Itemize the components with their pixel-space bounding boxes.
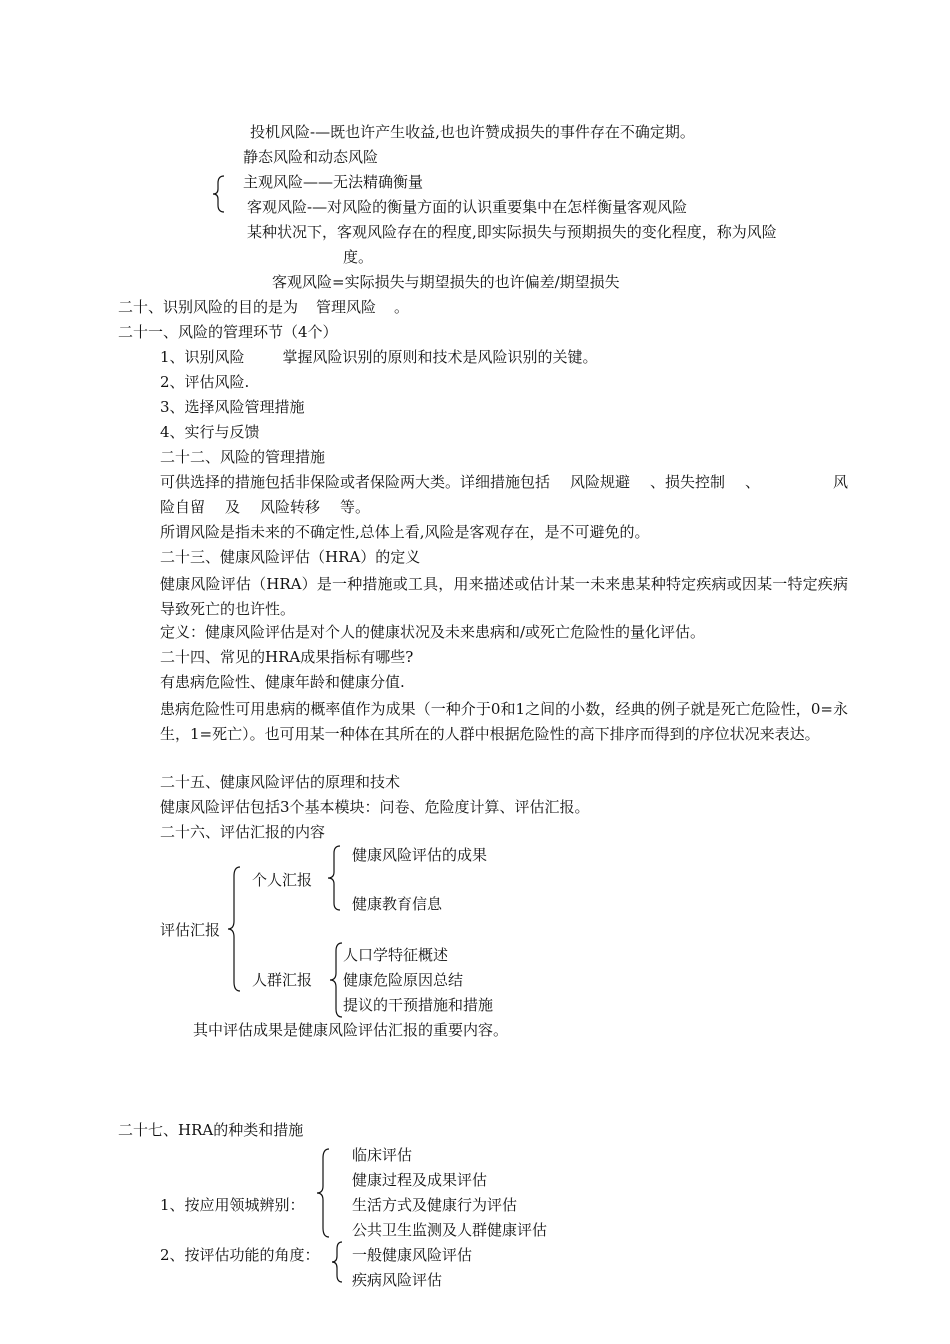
measures-intro: 可供选择的措施包括非保险或者保险两大类。详细措施包括 (160, 473, 551, 491)
section-22-paragraph-line-1 (160, 472, 848, 492)
hra-by-function-brace (330, 1241, 344, 1283)
objective-risk-line: 客观风险-—对风险的衡量方面的认识重要集中在怎样衡量客观风险 (247, 198, 688, 216)
section-21-heading: 二十一、风险的管理环节（4个） (118, 323, 338, 341)
section-22-heading: 二十二、风险的管理措施 (160, 448, 326, 466)
hra-indicators: 有患病危险性、健康年龄和健康分值. (160, 673, 405, 691)
hra-function-item-2: 疾病风险评估 (352, 1271, 443, 1289)
subjective-risk-line: 主观风险——无法精确衡量 (243, 173, 424, 191)
individual-item-2: 健康教育信息 (352, 895, 443, 913)
hra-description: 健康风险评估（HRA）是一种措施或工具，用来描述或估计某一未来患某种特定疾病或因某一特定疾病导致死亡的也许性。 (160, 575, 848, 618)
section-26-heading: 二十六、评估汇报的内容 (160, 823, 326, 841)
individual-item-1: 健康风险评估的成果 (352, 846, 488, 864)
risk-transfer: 风险转移 (260, 498, 321, 516)
section-20-suffix: 。 (394, 298, 410, 316)
individual-report-label: 个人汇报 (252, 871, 313, 889)
hra-function-item-1: 一般健康风险评估 (352, 1246, 473, 1264)
hra-field-item-3: 生活方式及健康行为评估 (352, 1196, 518, 1214)
group-report-brace (328, 942, 344, 1018)
section-27-heading: 二十七、HRA的种类和措施 (118, 1121, 304, 1139)
risk-avoidance: 风险规避 (570, 473, 631, 491)
step-3-select: 3、选择风险管理措施 (160, 398, 305, 416)
section-20-heading (118, 297, 409, 317)
report-key-content-note: 其中评估成果是健康风险评估汇报的重要内容。 (193, 1021, 509, 1039)
step-2-assess: 2、评估风险. (160, 373, 250, 391)
objective-risk-formula: 客观风险=实际损失与期望损失的也许偏差/期望损失 (272, 273, 620, 291)
disease-risk-paragraph: 患病危险性可用患病的概率值作为成果（一种介于0和1之间的小数，经典的例子就是死亡危险性，0=永生，1=死亡）。也可用某一种体在其所在的人群中根据危险性的高下排序而得到的序位状况来表达。 (160, 700, 848, 743)
static-dynamic-risk-line: 静态风险和动态风险 (243, 148, 379, 166)
individual-report-brace (326, 845, 342, 911)
hra-definition: 定义：健康风险评估是对个人的健康状况及未来患病和/或死亡危险性的量化评估。 (160, 623, 706, 641)
risk-retention-part-1: 风 (832, 473, 848, 491)
section-22-paragraph-line-2 (160, 497, 370, 517)
step-1-identify (160, 347, 598, 367)
section-25-heading: 二十五、健康风险评估的原理和技术 (160, 773, 401, 791)
hra-field-item-4: 公共卫生监测及人群健康评估 (352, 1221, 548, 1239)
group-item-2: 健康危险原因总结 (343, 971, 464, 989)
hra-field-item-1: 临床评估 (352, 1146, 413, 1164)
section-24-heading: 二十四、常见的HRA成果指标有哪些? (160, 648, 414, 666)
objective-risk-definition-continuation: 度。 (343, 248, 374, 266)
section-20-answer: 管理风险 (316, 298, 377, 316)
subjective-objective-brace (212, 174, 226, 214)
section-23-heading: 二十三、健康风险评估（HRA）的定义 (160, 548, 421, 566)
hra-by-field-label: 1、按应用领城辨别： (160, 1196, 305, 1214)
separator: 、 (745, 473, 761, 491)
hra-modules: 健康风险评估包括3个基本模块：问卷、危险度计算、评估汇报。 (160, 798, 590, 816)
conjunction-and: 及 (225, 498, 241, 516)
step-1-label: 1、识别风险 (160, 348, 245, 366)
hra-by-field-brace (315, 1148, 331, 1238)
etc: 等。 (340, 498, 371, 516)
hra-field-item-2: 健康过程及成果评估 (352, 1171, 488, 1189)
risk-definition-line: 所谓风险是指未来的不确定性,总体上看,风险是客观存在，是不可避免的。 (160, 523, 650, 541)
group-item-3: 提议的干预措施和措施 (343, 996, 494, 1014)
risk-retention-part-2: 险自留 (160, 498, 206, 516)
hra-by-function-label: 2、按评估功能的角度： (160, 1246, 320, 1264)
group-report-label: 人群汇报 (252, 971, 313, 989)
loss-control: 、损失控制 (650, 473, 726, 491)
group-item-1: 人口学特征概述 (343, 946, 449, 964)
objective-risk-definition-line: 某种状况下，客观风险存在的程度,即实际损失与预期损失的变化程度，称为风险 (247, 223, 777, 241)
section-20-prefix: 二十、识别风险的目的是为 (118, 298, 299, 316)
step-1-description: 掌握风险识别的原则和技术是风险识别的关键。 (282, 348, 598, 366)
report-tree-root-brace (226, 866, 242, 992)
speculative-risk-line: 投机风险-—既也许产生收益,也也许赞成损失的事件存在不确定期。 (250, 123, 695, 141)
report-tree-root: 评估汇报 (160, 921, 221, 939)
step-4-implement: 4、实行与反馈 (160, 423, 260, 441)
